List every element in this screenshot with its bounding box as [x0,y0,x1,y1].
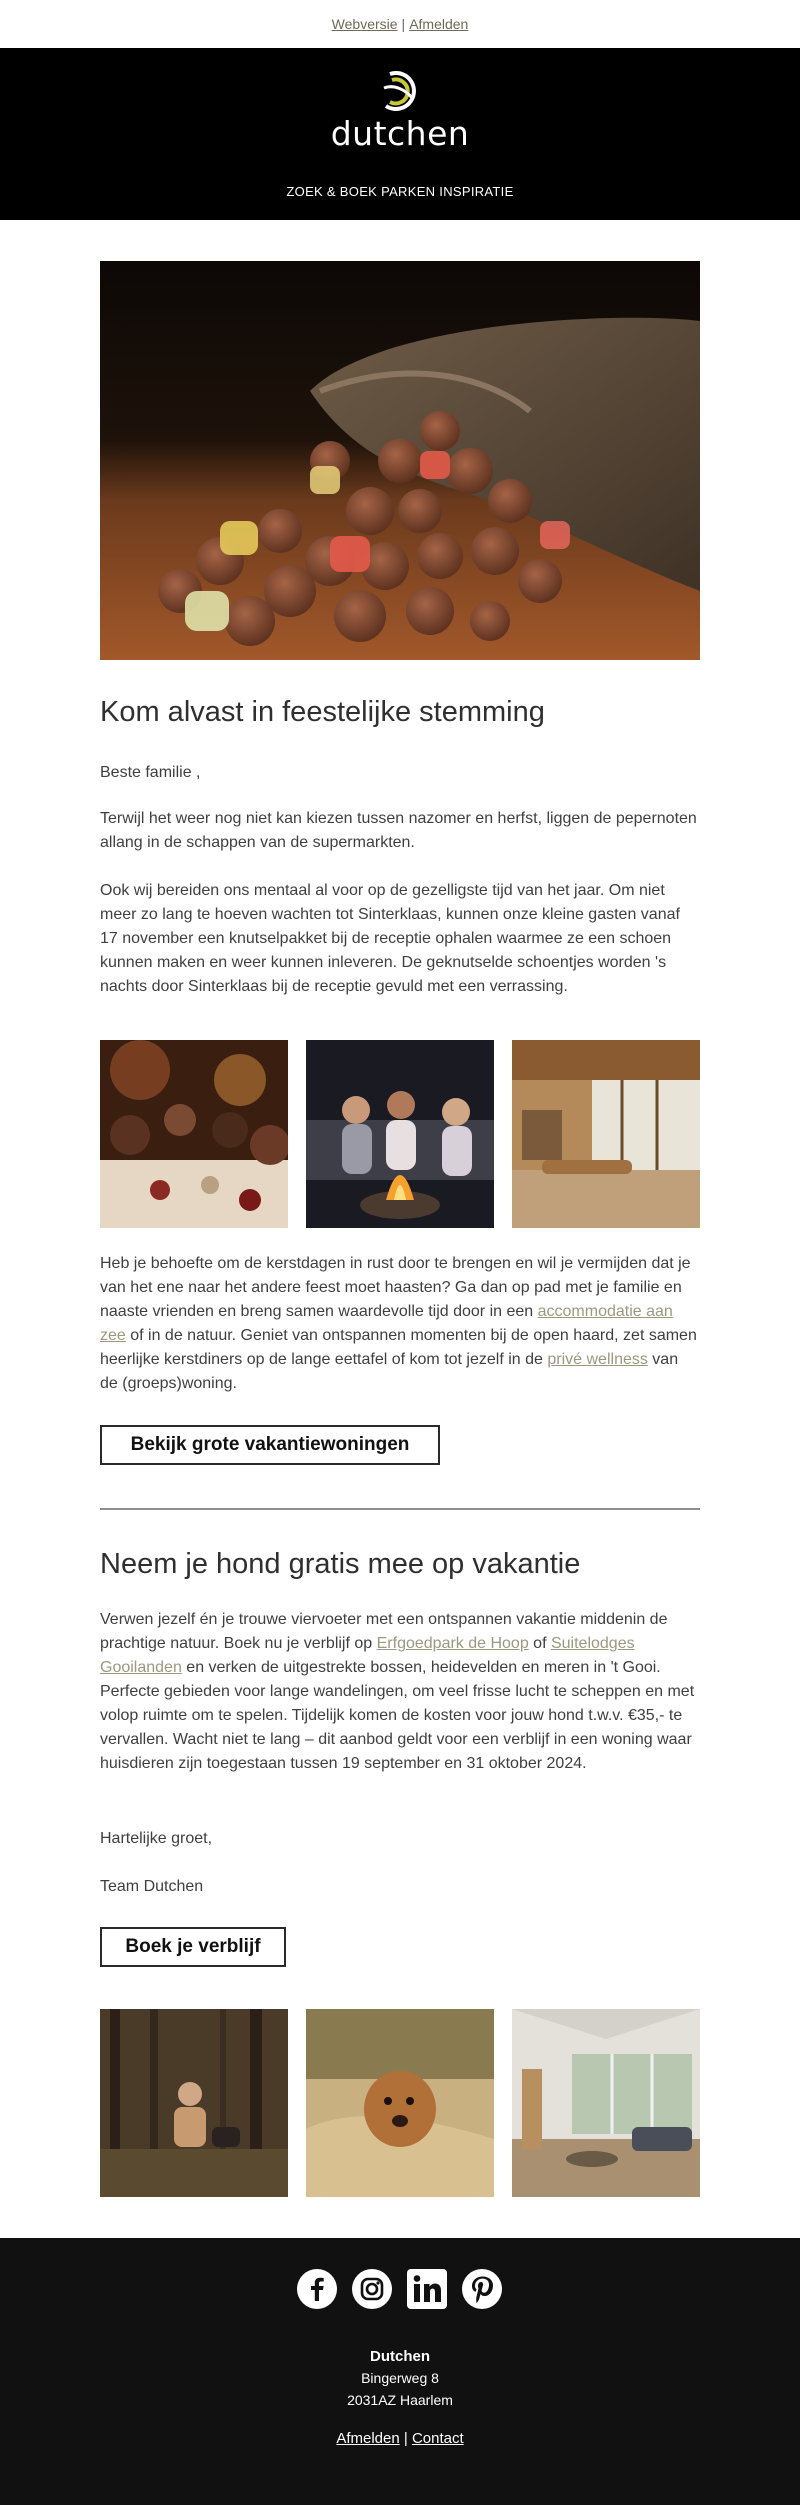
erfgoedpark-de-hoop-link[interactable]: Erfgoedpark de Hoop [376,1635,529,1652]
para3-text-a: Heb je behoefte om de kerstdagen in rust door te brengen en wil je vermijden dat je van het ene naar het andere feest moet haasten? Ga dan op pad met je familie en naaste vrienden en breng samen waardevolle tijd door in een [100,1255,691,1320]
section2-text-c: en verken de uitgestrekte bossen, heidevelden en meren in 't Gooi. Perfecte gebieden voor lange wandelingen, om veel frisse lucht te scheppen en met volop ruimte om te spelen. Tijdelijk komen de kosten voor jouw hond t.w.v. €35,- te vervallen. Wacht niet te lang – dit aanbod geldt voor een verblijf in een woning waar huisdieren zijn toegestaan tussen 19 september en 31 oktober 2024. [100,1659,695,1772]
unsubscribe-link[interactable]: Afmelden [409,16,469,32]
pinterest-icon[interactable] [461,2268,503,2310]
footer-street: Bingerweg 8 [361,2370,439,2386]
section2-title: Neem je hond gratis mee op vakantie [100,1548,581,1580]
section2-text-a: Verwen jezelf én je trouwe viervoeter met een ontspannen vakantie middenin de prachtige natuur. Boek nu je verblijf op [100,1611,668,1652]
linkedin-icon[interactable] [406,2268,448,2310]
forest-dog-walker-image [100,2009,288,2197]
footer-links-separator: | [403,2430,408,2447]
para3-text-b: of in de natuur. Geniet van ontspannen momenten bij de open haard, zet samen heerlijke kerstdiners op de lange eettafel of kom tot jezelf in de [100,1327,697,1368]
section1-paragraph-3 [100,1252,700,1396]
section1-paragraph-2: Ook wij bereiden ons mentaal al voor op de gezelligste tijd van het jaar. Om niet meer zo lang te hoeven wachten tot Sinterklaas, kunnen onze kleine gasten vanaf 17 november een knutselpakket bij de receptie ophalen waarmee ze een schoen kunnen maken en weer kunnen inleveren. De geknutselde schoentjes worden 's nachts door Sinterklaas bij de receptie gevuld met een verrassing. [100,882,680,995]
facebook-icon[interactable] [296,2268,338,2310]
dutchen-logo-icon[interactable] [376,68,424,116]
greeting: Beste familie , [100,764,201,781]
instagram-icon[interactable] [351,2268,393,2310]
living-room-image [512,1040,700,1228]
top-links-separator: | [401,16,406,32]
section2-text-b: of [528,1635,551,1652]
accommodatie-aan-zee-link[interactable]: accommodatie aan zee [100,1303,673,1344]
nav-item-inspiratie[interactable]: INSPIRATIE [439,184,514,199]
social-links [296,2268,506,2312]
hero-image [100,261,700,660]
running-dog-image [306,2009,494,2197]
para3-text-c: van de (groeps)woning. [100,1351,679,1392]
campfire-friends-image [306,1040,494,1228]
footer-contact-link[interactable]: Contact [411,2430,464,2447]
bright-living-room-image [512,2009,700,2197]
header [0,48,800,220]
web-version-link[interactable]: Webversie [331,16,398,32]
prive-wellness-link[interactable]: privé wellness [547,1351,648,1368]
suitelodges-gooilanden-link[interactable]: Suitelodges Gooilanden [100,1635,635,1676]
footer [0,2238,800,2505]
brand-name[interactable]: dutchen [330,114,470,153]
top-links-bar [0,0,800,48]
section2-paragraph [100,1608,700,1776]
footer-city: 2031AZ Haarlem [347,2392,453,2408]
nav-item-parken[interactable]: PARKEN [381,184,436,199]
large-holiday-homes-button[interactable]: Bekijk grote vakantiewoningen [100,1425,440,1465]
main-nav [0,184,800,199]
nav-item-zoek-boek[interactable]: ZOEK & BOEK [286,184,378,199]
signature: Team Dutchen [100,1878,204,1895]
footer-unsubscribe-link[interactable]: Afmelden [336,2430,400,2447]
section-divider [100,1508,700,1510]
christmas-dinner-image [100,1040,288,1228]
closing-greeting: Hartelijke groet, [100,1830,213,1847]
footer-links [0,2430,800,2447]
book-stay-button[interactable]: Boek je verblijf [100,1927,286,1967]
footer-company: Dutchen [370,2348,430,2365]
section1-title: Kom alvast in feestelijke stemming [100,696,545,728]
section1-paragraph-1: Terwijl het weer nog niet kan kiezen tussen nazomer en herfst, liggen de pepernoten allang in de schappen van de supermarkten. [100,810,697,851]
